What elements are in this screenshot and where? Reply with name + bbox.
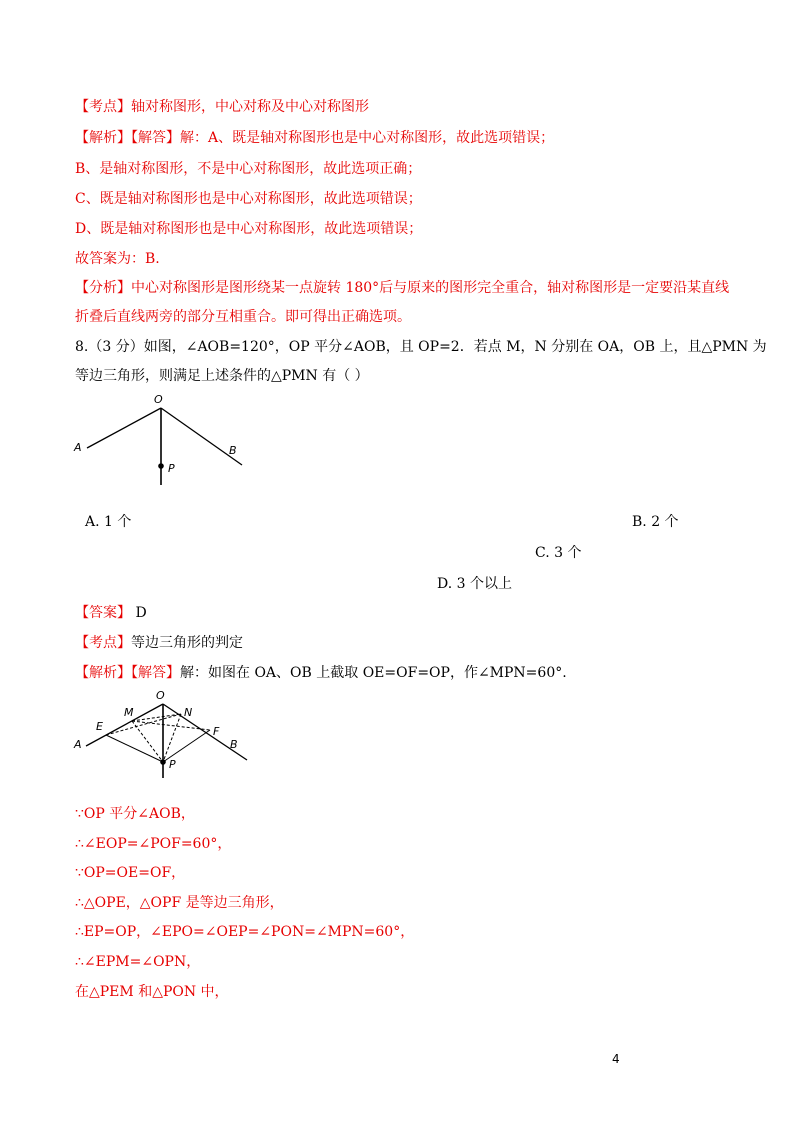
option-a: A. 1 个 (85, 514, 132, 530)
answer-line: 故答案为：B. (75, 251, 160, 267)
label-n: N (184, 706, 193, 719)
kaodian-tag-2: 【考点】 (75, 635, 131, 651)
kaodian-line-1 (75, 97, 369, 117)
fenxi-text: 中心对称图形是图形绕某一点旋转 180°后与原来的图形完全重合，轴对称图形是一定要沿某直线 (131, 280, 730, 296)
label-m: M (124, 706, 134, 719)
step-7: 在△PEM 和△PON 中， (75, 984, 229, 1000)
option-b-analysis: B、是轴对称图形，不是中心对称图形，故此选项正确； (75, 161, 422, 177)
option-d: D. 3 个以上 (437, 576, 512, 592)
ray-oa (87, 408, 161, 448)
kaodian-text-2: 等边三角形的判定 (131, 635, 243, 651)
label-b: B (229, 444, 237, 457)
fenxi-line (75, 278, 729, 298)
option-c: C. 3 个 (535, 545, 582, 561)
segment-en (106, 714, 181, 735)
question-stem-1: 8.（3 分）如图，∠AOB=120°，OP 平分∠AOB，且 OP=2．若点 M，N 分别在 OA，OB 上，且△PMN 为 (75, 339, 767, 355)
daan-line (75, 603, 147, 623)
label-p: P (168, 462, 175, 475)
segment-mf (132, 721, 210, 730)
label-a: A (74, 441, 82, 454)
question-figure (70, 390, 250, 490)
option-b: B. 2 个 (632, 514, 679, 530)
jiexi-tag: 【解析】【解答】 (75, 130, 180, 146)
daan-tag: 【答案】 (75, 605, 131, 621)
label-a: A (74, 738, 82, 751)
option-d-analysis: D、既是轴对称图形也是中心对称图形，故此选项错误； (75, 221, 423, 237)
label-o: O (154, 393, 163, 406)
jiexi-text-2: 解：如图在 OA、OB 上截取 OE=OF=OP，作∠MPN=60°. (180, 665, 567, 681)
option-c-analysis: C、既是轴对称图形也是中心对称图形，故此选项错误； (75, 191, 422, 207)
ray-ob (163, 704, 247, 760)
kaodian-line-2 (75, 633, 243, 653)
fenxi-line-2: 折叠后直线两旁的部分互相重合。即可得出正确选项。 (75, 309, 411, 325)
kaodian-tag: 【考点】 (75, 99, 131, 115)
solution-figure (70, 688, 255, 780)
step-5: ∴EP=OP，∠EPO=∠OEP=∠PON=∠MPN=60°， (75, 924, 415, 940)
label-e: E (96, 720, 103, 733)
step-3: ∵OP=OE=OF， (75, 865, 186, 881)
label-o: O (156, 689, 165, 702)
label-f: F (213, 725, 220, 738)
page-number: 4 (612, 1052, 620, 1066)
kaodian-text: 轴对称图形，中心对称及中心对称图形 (131, 99, 369, 115)
step-1: ∵OP 平分∠AOB， (75, 806, 195, 822)
jiexi-line-1 (75, 128, 554, 148)
jiexi-tag-2: 【解析】【解答】 (75, 665, 180, 681)
jiexi-text: 解：A、既是轴对称图形也是中心对称图形，故此选项错误； (180, 130, 555, 146)
point-p (158, 463, 164, 469)
point-p (160, 759, 166, 765)
jiexi-line-2 (75, 663, 567, 683)
step-4: ∴△OPE，△OPF 是等边三角形， (75, 895, 284, 911)
step-2: ∴∠EOP=∠POF=60°， (75, 836, 232, 852)
segment-np (163, 714, 181, 762)
step-6: ∴∠EPM=∠OPN， (75, 954, 201, 970)
segment-mp (132, 721, 163, 762)
segment-ep (106, 735, 163, 762)
daan-text: D (131, 605, 147, 621)
label-p: P (169, 758, 176, 771)
question-stem-2: 等边三角形，则满足上述条件的△PMN 有（ ） (75, 368, 369, 384)
fenxi-tag: 【分析】 (75, 280, 131, 296)
label-b: B (230, 738, 238, 751)
